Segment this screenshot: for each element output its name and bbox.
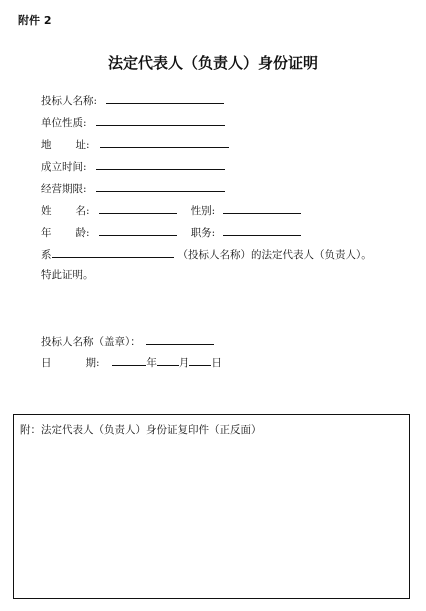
statement-prefix: 系	[41, 249, 52, 261]
address-row	[41, 136, 229, 152]
hereby-row	[41, 268, 94, 282]
date-label-part1: 日	[41, 357, 52, 369]
date-day-label: 日	[211, 357, 222, 369]
founded-time-blank[interactable]	[96, 158, 225, 170]
age-label-part2: 龄:	[75, 227, 90, 239]
gender-label: 性别:	[190, 205, 216, 217]
statement-row	[41, 246, 372, 262]
document-title: 法定代表人（负责人）身份证明	[107, 54, 318, 72]
name-blank[interactable]	[99, 202, 177, 214]
date-year-label: 年	[146, 357, 157, 369]
date-row	[41, 354, 222, 370]
bidder-name-blank[interactable]	[106, 92, 224, 104]
name-label-part2: 名:	[75, 205, 90, 217]
date-year-blank[interactable]	[112, 354, 146, 366]
bidder-seal-row	[41, 333, 214, 349]
address-label	[41, 138, 99, 152]
attachment-number-label: 附件 2	[18, 14, 52, 27]
date-label-part2: 期:	[85, 357, 100, 369]
hereby-text: 特此证明。	[41, 269, 94, 281]
business-term-blank[interactable]	[96, 180, 225, 192]
bidder-seal-blank[interactable]	[146, 333, 214, 345]
unit-nature-blank[interactable]	[96, 114, 225, 126]
bidder-name-label: 投标人名称:	[41, 95, 98, 107]
founded-time-row	[41, 158, 225, 174]
date-month-label: 月	[178, 357, 190, 369]
bidder-seal-label: 投标人名称（盖章）：	[41, 336, 141, 348]
gender-blank[interactable]	[223, 202, 301, 214]
statement-blank[interactable]	[52, 246, 174, 258]
date-label	[41, 356, 107, 370]
founded-time-label: 成立时间:	[41, 161, 87, 173]
business-term-row	[41, 180, 225, 196]
age-label-part1: 年	[41, 227, 52, 239]
unit-nature-row	[41, 114, 225, 130]
position-label: 职务:	[190, 227, 216, 239]
age-label	[41, 226, 99, 240]
name-label	[41, 204, 99, 218]
statement-suffix: （投标人名称）的法定代表人（负责人）。	[177, 249, 372, 261]
address-label-part1: 地	[41, 139, 52, 151]
date-month-blank[interactable]	[157, 354, 179, 366]
address-blank[interactable]	[100, 136, 229, 148]
id-copy-attachment-text: 附：法定代表人（负责人）身份证复印件（正反面）	[20, 424, 262, 436]
business-term-label: 经营期限:	[41, 183, 87, 195]
address-label-part2: 址:	[75, 139, 90, 151]
id-copy-attachment-box[interactable]	[13, 414, 410, 599]
bidder-name-row	[41, 92, 224, 108]
name-gender-row	[41, 202, 301, 218]
age-position-row	[41, 224, 301, 240]
name-label-part1: 姓	[41, 205, 52, 217]
age-blank[interactable]	[99, 224, 177, 236]
position-blank[interactable]	[223, 224, 301, 236]
date-day-blank[interactable]	[189, 354, 211, 366]
unit-nature-label: 单位性质:	[41, 117, 87, 129]
